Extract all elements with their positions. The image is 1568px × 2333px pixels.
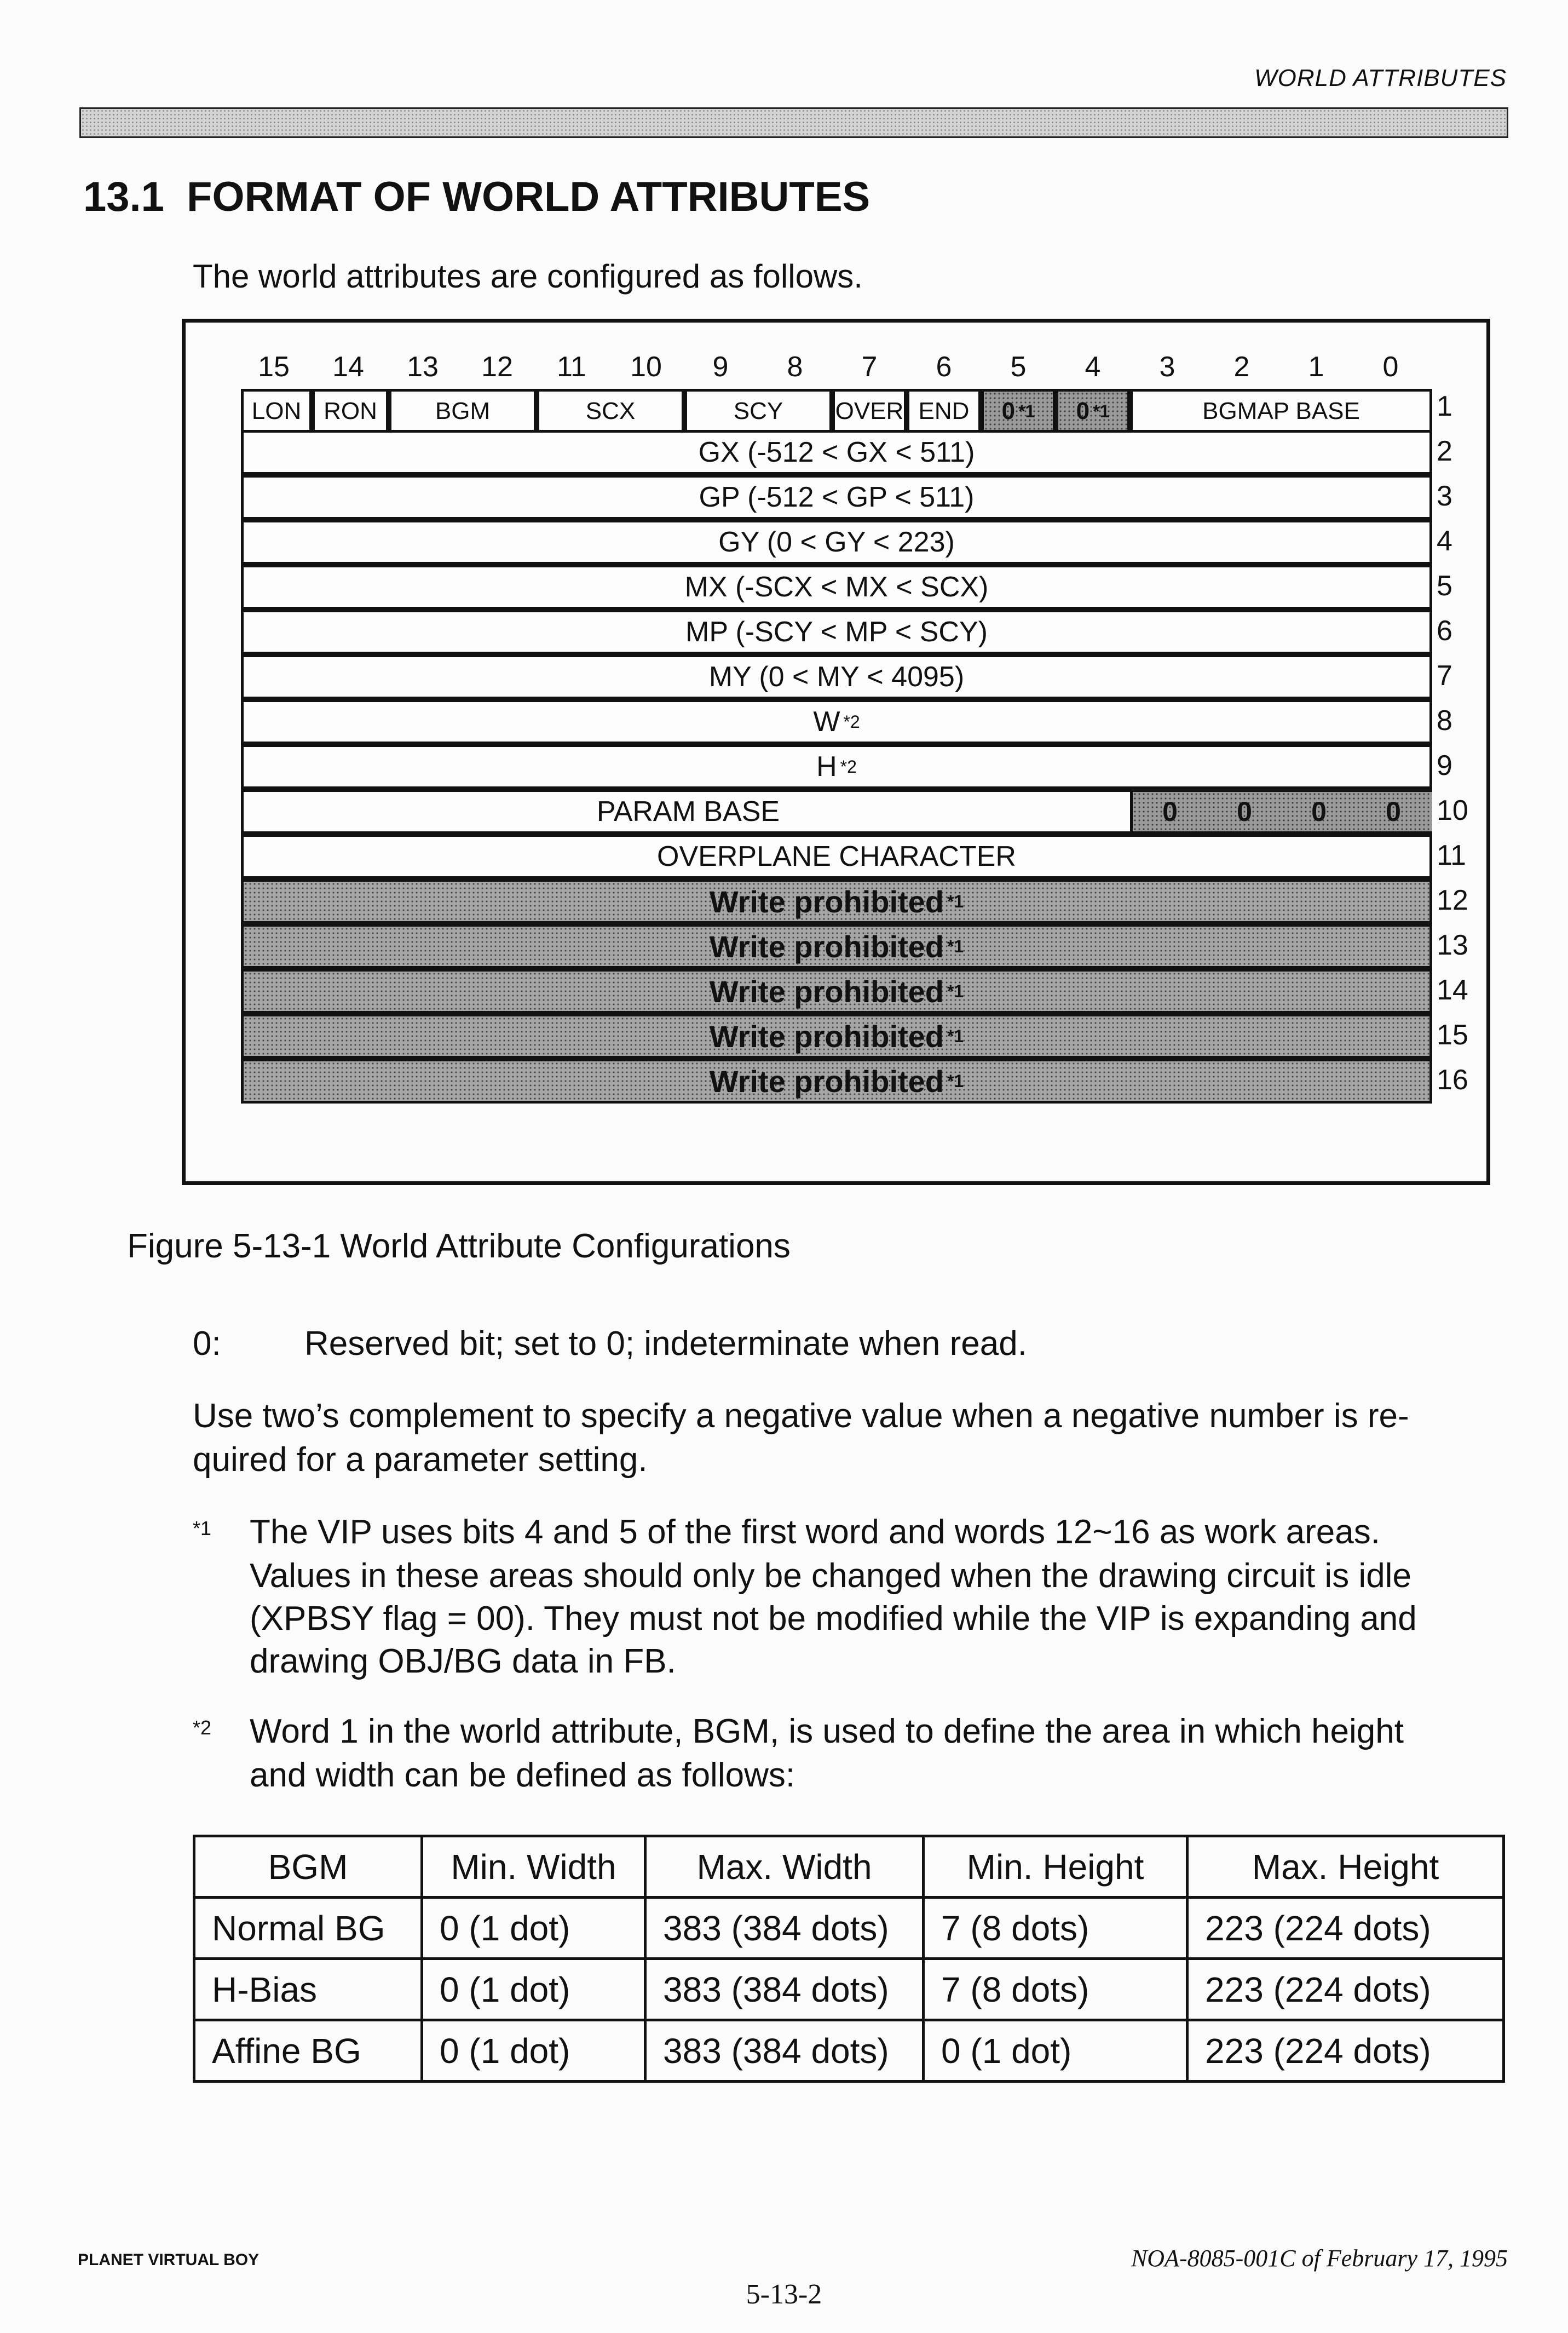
write-prohibited-note: *1: [947, 936, 964, 956]
note1-line: drawing OBJ/BG data in FB.: [250, 1642, 676, 1680]
word-mx: [241, 565, 1432, 610]
section-heading: FORMAT OF WORLD ATTRIBUTES: [187, 174, 871, 220]
table-cell: 383 (384 dots): [645, 1898, 924, 1959]
field-scx: SCX: [537, 389, 684, 434]
word-number: 5: [1437, 570, 1452, 602]
twos-complement-line-2: quired for a parameter setting.: [193, 1441, 648, 1479]
field-lon: LON: [241, 389, 312, 434]
section-number: 13.1: [83, 174, 164, 220]
note1-mark: *1: [193, 1517, 212, 1539]
bit-number: 8: [787, 351, 803, 383]
section-title: [83, 173, 870, 221]
word-overplane: [241, 834, 1432, 879]
table-header: BGM: [194, 1836, 422, 1898]
word-number: 16: [1437, 1064, 1468, 1096]
table-cell: 7 (8 dots): [924, 1959, 1187, 2020]
word-number: 15: [1437, 1019, 1468, 1051]
twos-complement-line-1: Use two’s complement to specify a negative value when a negative number is re-: [193, 1397, 1409, 1435]
overplane-label: OVERPLANE CHARACTER: [657, 841, 1016, 872]
word-number: 2: [1437, 435, 1452, 467]
write-prohibited-label: Write prohibited: [709, 1064, 944, 1099]
write-prohibited-note: *1: [947, 981, 964, 1001]
footer-right: NOA-8085-001C of February 17, 1995: [1131, 2245, 1508, 2272]
word-mp: [241, 610, 1432, 654]
table-cell: Affine BG: [194, 2020, 422, 2082]
bit-number: 5: [1010, 351, 1027, 383]
table-header-row: [194, 1836, 1504, 1898]
word-number: 10: [1437, 795, 1468, 826]
table-header: Min. Width: [422, 1836, 645, 1898]
running-head: WORLD ATTRIBUTES: [1254, 65, 1507, 91]
bit-number: 1: [1308, 351, 1324, 383]
write-prohibited-note: *1: [947, 1071, 964, 1091]
word-w-note: *2: [843, 711, 860, 732]
word-write-prohibited: [241, 969, 1432, 1014]
table-row: [194, 1898, 1504, 1959]
field-bit4-reserved: [1056, 389, 1130, 434]
reserved-label: 0:: [193, 1325, 221, 1363]
table-cell: 383 (384 dots): [645, 2020, 924, 2082]
reserved-text: Reserved bit; set to 0; indeterminate when read.: [304, 1325, 1027, 1363]
write-prohibited-label: Write prohibited: [709, 929, 944, 964]
bgm-size-table: [193, 1835, 1505, 2083]
bit-number: 9: [712, 351, 729, 383]
word-my-label: MY (0 < MY < 4095): [708, 661, 965, 693]
note1-line: Values in these areas should only be changed when the drawing circuit is idle: [250, 1557, 1411, 1595]
reserved-zero: 0: [1237, 796, 1252, 827]
bit-number: 10: [630, 351, 662, 383]
table-cell: Normal BG: [194, 1898, 422, 1959]
bit-number: 6: [936, 351, 952, 383]
table-header: Max. Width: [645, 1836, 924, 1898]
bit-number: 15: [258, 351, 290, 383]
field-bgm: BGM: [389, 389, 537, 434]
field-end: END: [907, 389, 981, 434]
word-gy-label: GY (0 < GY < 223): [718, 526, 955, 558]
word-mx-label: MX (-SCX < MX < SCX): [684, 571, 989, 603]
word-h-note: *2: [840, 756, 857, 777]
word-h: [241, 744, 1432, 789]
reserved-zero: 0: [1162, 796, 1178, 827]
figure-caption: Figure 5-13-1 World Attribute Configurations: [127, 1227, 791, 1265]
word-number: 3: [1437, 480, 1452, 512]
page-number: 5-13-2: [746, 2279, 822, 2310]
note2-line: Word 1 in the world attribute, BGM, is used to define the area in which height: [250, 1713, 1404, 1750]
intro-text: The world attributes are configured as follows.: [193, 258, 863, 295]
table-cell: 0 (1 dot): [422, 2020, 645, 2082]
field-over: OVER: [832, 389, 907, 434]
bit-number: 0: [1382, 351, 1399, 383]
param-base-label: PARAM BASE: [596, 796, 780, 828]
word-number: 12: [1437, 884, 1468, 916]
word-write-prohibited: [241, 879, 1432, 924]
bit-number: 2: [1233, 351, 1250, 383]
word-gx-label: GX (-512 < GX < 511): [698, 436, 975, 468]
bit4-note: *1: [1093, 401, 1110, 421]
word-number: 8: [1437, 705, 1452, 737]
table-cell: 7 (8 dots): [924, 1898, 1187, 1959]
word-number: 11: [1437, 840, 1466, 871]
word-gx: [241, 430, 1432, 475]
bit5-note: *1: [1018, 401, 1035, 421]
table-cell: 223 (224 dots): [1187, 2020, 1504, 2082]
word-my: [241, 654, 1432, 699]
note1-line: The VIP uses bits 4 and 5 of the first word and words 12~16 as work areas.: [250, 1513, 1380, 1551]
word-gy: [241, 520, 1432, 565]
word-write-prohibited: [241, 924, 1432, 969]
footer-left: PLANET VIRTUAL BOY: [78, 2251, 260, 2269]
table-cell: 0 (1 dot): [422, 1959, 645, 2020]
table-cell: 383 (384 dots): [645, 1959, 924, 2020]
word-gp-label: GP (-512 < GP < 511): [699, 481, 975, 513]
word-number: 13: [1437, 929, 1468, 961]
bit-number: 4: [1085, 351, 1101, 383]
write-prohibited-label: Write prohibited: [709, 884, 944, 919]
table-header: Max. Height: [1187, 1836, 1504, 1898]
word-write-prohibited: [241, 1059, 1432, 1104]
word-number: 7: [1437, 660, 1452, 692]
note1-line: (XPBSY flag = 00). They must not be modified while the VIP is expanding and: [250, 1600, 1417, 1637]
reserved-zero: 0: [1386, 796, 1401, 827]
write-prohibited-label: Write prohibited: [709, 1019, 944, 1054]
table-cell: H-Bias: [194, 1959, 422, 2020]
table-row: [194, 2020, 1504, 2082]
field-bit5-reserved: [981, 389, 1056, 434]
field-ron: RON: [312, 389, 389, 434]
bit4-value: 0: [1076, 398, 1090, 424]
bit-number: 12: [481, 351, 513, 383]
header-bar: [79, 107, 1508, 138]
field-bgmap-base: BGMAP BASE: [1130, 389, 1432, 434]
param-base-reserved: [1130, 792, 1432, 831]
word-number: 6: [1437, 615, 1452, 647]
reserved-zero: 0: [1311, 796, 1327, 827]
write-prohibited-label: Write prohibited: [709, 974, 944, 1009]
word-mp-label: MP (-SCY < MP < SCY): [685, 616, 988, 648]
bit5-value: 0: [1001, 398, 1016, 424]
note2-mark: *2: [193, 1716, 212, 1739]
bit-number: 13: [407, 351, 439, 383]
word-write-prohibited: [241, 1014, 1432, 1059]
bit-number: 3: [1159, 351, 1175, 383]
bit-number: 14: [332, 351, 364, 383]
table-cell: 0 (1 dot): [924, 2020, 1187, 2082]
word-h-label: H: [816, 751, 837, 783]
field-scy: SCY: [684, 389, 832, 434]
table-row: [194, 1959, 1504, 2020]
word-param-base: [241, 789, 1432, 834]
bit-number: 7: [861, 351, 878, 383]
word-number: 4: [1437, 525, 1452, 557]
write-prohibited-note: *1: [947, 891, 964, 911]
table-cell: 223 (224 dots): [1187, 1959, 1504, 2020]
word-number: 9: [1437, 750, 1452, 782]
word-w: [241, 699, 1432, 744]
table-cell: 223 (224 dots): [1187, 1898, 1504, 1959]
word-w-label: W: [813, 706, 840, 738]
table-cell: 0 (1 dot): [422, 1898, 645, 1959]
word-number: 14: [1437, 974, 1468, 1006]
word-number: 1: [1437, 390, 1452, 422]
note2-line: and width can be defined as follows:: [250, 1756, 795, 1794]
bit-number: 11: [557, 351, 586, 383]
table-header: Min. Height: [924, 1836, 1187, 1898]
word-gp: [241, 475, 1432, 520]
write-prohibited-note: *1: [947, 1026, 964, 1046]
